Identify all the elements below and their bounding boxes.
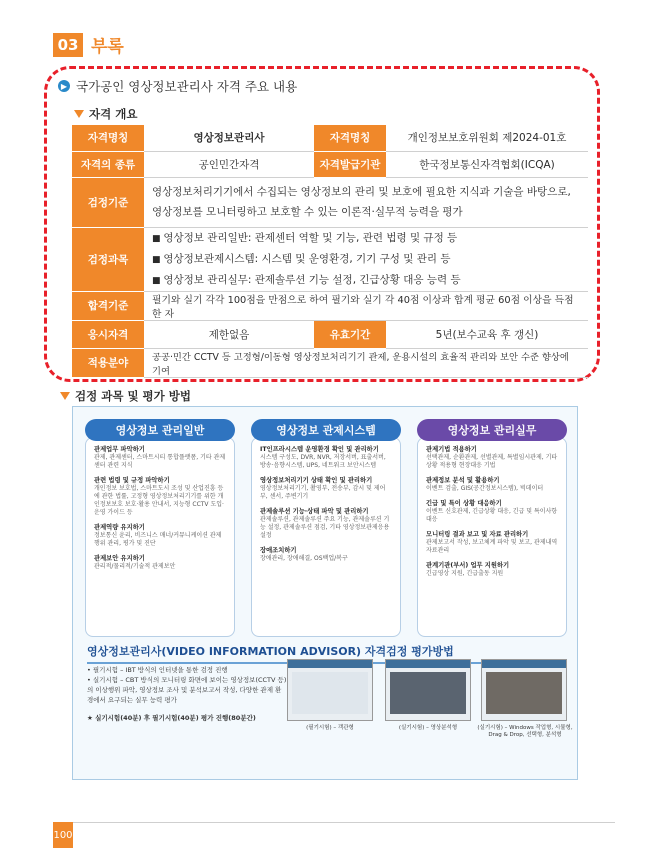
arrow-icon: ▶ bbox=[58, 80, 70, 92]
list-item: 영상정보처리기기 상태 확인 및 관리하기 영상정보처리기기, 촬영부, 전송부, 감시 및 제어부, 센서, 주변기기 bbox=[260, 477, 386, 500]
cell-value: 한국정보통신자격협회(ICQA) bbox=[386, 151, 588, 177]
list-item: 관제솔루션 기능·상태 파악 및 관리하기 관제솔루션, 관제솔루션 주요 기능, 관제솔루션 기능 설정, 관제솔루션 점검, 기타 영상정보관제응용 설정 bbox=[260, 508, 390, 539]
column-title-practice: 영상정보 관리실무 bbox=[417, 419, 567, 441]
cert-title-text: 국가공인 영상정보관리사 자격 주요 내용 bbox=[76, 79, 298, 94]
cell-value: 개인정보보호위원회 제2024-01호 bbox=[386, 125, 588, 151]
cell-value: 영상정보처리기기에서 수집되는 영상정보의 관리 및 보호에 필요한 지식과 기술을 바탕으로, 영상정보를 모니터링하고 보호할 수 있는 이론적·실무적 능력을 평가 bbox=[144, 177, 588, 227]
list-item: 관제기법 적용하기 선택관제, 순환관제, 선별관제, 특별임시관제, 기타 상황 적용형 현장대응 기법 bbox=[426, 446, 558, 469]
column-title-general: 영상정보 관리일반 bbox=[85, 419, 235, 441]
subject-list bbox=[152, 228, 580, 291]
list-item: 관계기관(부서) 업무 지원하기 긴급영상 지원, 긴급출동 지원 bbox=[426, 562, 510, 577]
list-item: • 필기시험 – IBT 방식의 인터넷을 통한 검정 진행 bbox=[87, 666, 228, 674]
overview-table bbox=[72, 125, 588, 378]
cell-value: 공인민간자격 bbox=[144, 151, 314, 177]
footer-line bbox=[73, 822, 615, 823]
table-row bbox=[72, 227, 588, 291]
list-item: ■ 영상정보관제시스템: 시스템 및 운영환경, 기기 구성 및 관리 등 bbox=[152, 249, 580, 270]
method-note: ★ 실기시험(40분) 후 필기시험(40분) 평가 진행(80분간) bbox=[87, 714, 256, 722]
table-row bbox=[72, 320, 588, 348]
list-item: 장애조치하기 장애관리, 장애해결, OS백업/복구 bbox=[260, 547, 348, 562]
table-row bbox=[72, 125, 588, 151]
list-item: 관제업무 파악하기 관제, 관제센터, 스마트시티 통합플랫폼, 기타 관제센터 관련 지식 bbox=[94, 446, 226, 469]
overview-heading-text: 자격 개요 bbox=[89, 107, 138, 121]
table-row bbox=[72, 348, 588, 377]
cell-value: 제한없음 bbox=[144, 320, 314, 348]
cell-label: 자격명칭 bbox=[72, 125, 144, 151]
cell-label: 합격기준 bbox=[72, 291, 144, 320]
cell-label: 응시자격 bbox=[72, 320, 144, 348]
list-item: 관제역량 유지하기 정보통신 윤리, 비즈니스 매너/커뮤니케이션 관제행위 관리, 평가 및 진단 bbox=[94, 524, 222, 547]
screenshot-video-analysis bbox=[385, 659, 471, 721]
cell-value bbox=[144, 227, 588, 291]
eval-heading bbox=[60, 388, 191, 404]
column-title-system: 영상정보 관제시스템 bbox=[251, 419, 401, 441]
list-item: 긴급 및 특이 상황 대응하기 이벤트 신호관제, 긴급상황 대응, 긴급 및 특이사항 대응 bbox=[426, 500, 558, 523]
page-number: 100 bbox=[53, 822, 73, 848]
screenshot-written-exam bbox=[287, 659, 373, 721]
list-item: IT인프라시스템 운영환경 확인 및 관리하기 시스템 구성도, DVR, NVR, 저장서버, 표출서버, 방송·음향시스템, UPS, 네트워크 보안시스템 bbox=[260, 446, 386, 469]
cell-label: 자격의 종류 bbox=[72, 151, 144, 177]
section-number: 03 bbox=[53, 33, 83, 57]
method-title: 영상정보관리사(VIDEO INFORMATION ADVISOR) 자격검정 평가방법 bbox=[87, 643, 565, 664]
section-header bbox=[53, 32, 124, 57]
caption: (실기시험) – 영상분석형 bbox=[398, 725, 458, 731]
cell-label: 유효기간 bbox=[314, 320, 386, 348]
triangle-icon bbox=[74, 110, 84, 118]
caption: (필기시험) – 객관형 bbox=[306, 725, 354, 731]
triangle-icon bbox=[60, 392, 70, 400]
list-item: 관제정보 분석 및 활용하기 이벤트 검출, GIS(공간정보시스템), 빅데이터 bbox=[426, 477, 544, 492]
screenshot-windows-task bbox=[481, 659, 567, 721]
caption: (실기시험) – Windows 작업형, 시뮬형, Drag & Drop, 선택형, 분석형 bbox=[477, 725, 573, 738]
cell-value: 필기와 실기 각각 100점을 만점으로 하여 필기와 실기 각 40점 이상과 합계 평균 60점 이상을 득점한 자 bbox=[144, 291, 588, 320]
cert-title bbox=[58, 77, 297, 95]
overview-heading bbox=[74, 106, 137, 122]
cell-label: 적용분야 bbox=[72, 348, 144, 377]
cell-label: 자격명칭 bbox=[314, 125, 386, 151]
cell-value: 5년(보수교육 후 갱신) bbox=[386, 320, 588, 348]
cell-value: 공공·민간 CCTV 등 고정형/이동형 영상정보처리기기 관제, 운용시설의 효율적 관리와 보안 수준 향상에 기여 bbox=[144, 348, 588, 377]
list-item: • 실기시험 – CBT 방식의 모니터링 화면에 보이는 영상정보(CCTV 등)의 이상행위 파악, 영상정보 조사 및 분석보고서 작성, 다양한 관제 환경에서 요구되는 실무 능력 평가 bbox=[87, 676, 287, 704]
cell-label: 검정과목 bbox=[72, 227, 144, 291]
method-list bbox=[87, 665, 287, 723]
table-row bbox=[72, 291, 588, 320]
column-body-system bbox=[251, 437, 401, 637]
eval-heading-text: 검정 과목 및 평가 방법 bbox=[75, 389, 191, 403]
list-item: 관련 법령 및 규정 파악하기 개인정보 보호법, 스마트도시 조성 및 산업진흥 등에 관한 법률, 고정형 영상정보처리기기를 위한 개인정보보호 보호·활용 안내서, 지능형 CCTV 도입·운영 가이드 등 bbox=[94, 477, 224, 516]
table-row bbox=[72, 151, 588, 177]
list-item: 모니터링 결과 보고 및 자료 관리하기 관제보고서 작성, 보고체계 파악 및 보고, 관제내역 자료관리 bbox=[426, 531, 558, 554]
table-row bbox=[72, 177, 588, 227]
evaluation-panel bbox=[72, 406, 578, 780]
cell-label: 검정기준 bbox=[72, 177, 144, 227]
cell-label: 자격발급기관 bbox=[314, 151, 386, 177]
section-title: 부록 bbox=[91, 37, 124, 57]
list-item: 관제보안 유지하기 관리적/물리적/기술적 관제보안 bbox=[94, 555, 176, 570]
list-item: ■ 영상정보 관리실무: 관제솔루션 기능 설정, 긴급상황 대응 능력 등 bbox=[152, 270, 580, 291]
column-body-practice bbox=[417, 437, 567, 637]
list-item: ■ 영상정보 관리일반: 관제센터 역할 및 기능, 관련 법령 및 규정 등 bbox=[152, 228, 580, 249]
column-body-general bbox=[85, 437, 235, 637]
cell-value: 영상정보관리사 bbox=[144, 125, 314, 151]
